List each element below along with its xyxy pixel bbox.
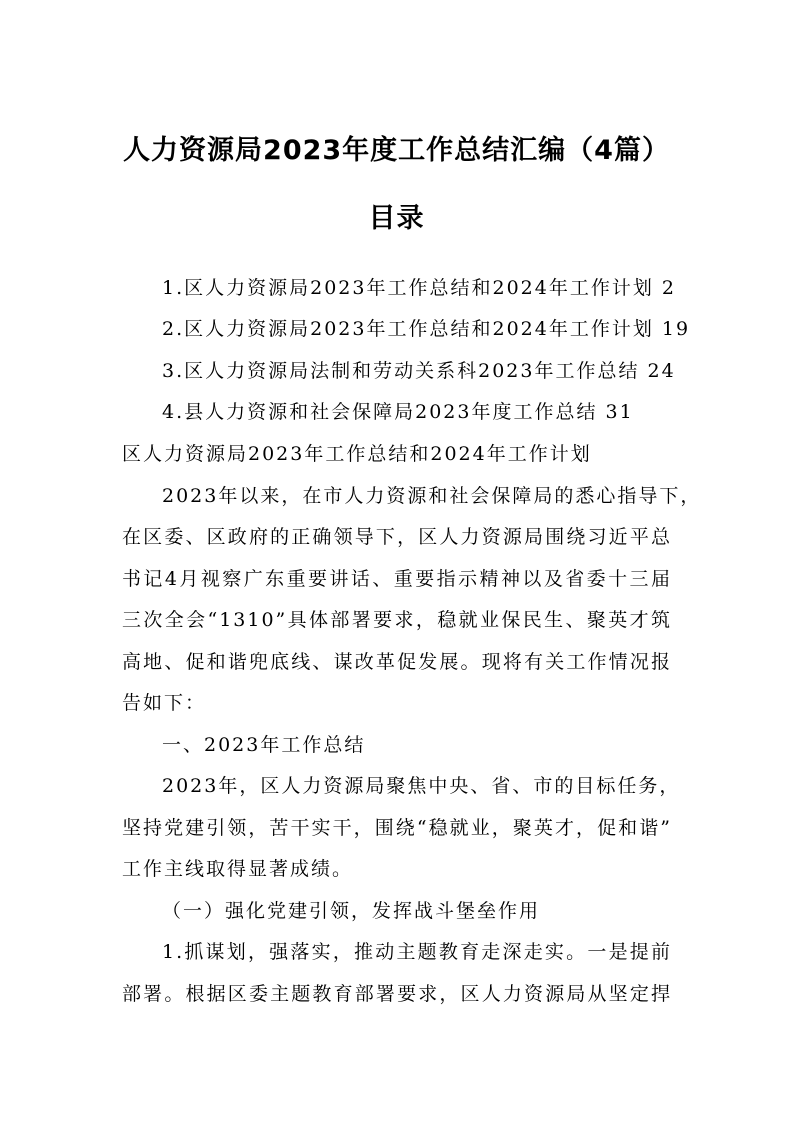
paragraph-line: 坚持党建引领，苦干实干，围绕“稳就业，聚英才，促和谐” xyxy=(122,817,672,839)
paragraph-line: 在区委、区政府的正确领导下，区人力资源局围绕习近平总 xyxy=(122,526,672,548)
section-heading: 一、2023年工作总结 xyxy=(162,734,366,756)
paragraph-line: 部署。根据区委主题教育部署要求，区人力资源局从坚定捍 xyxy=(122,983,672,1005)
toc-item-2[interactable]: 2.区人力资源局2023年工作总结和2024年工作计划 19 xyxy=(162,318,691,340)
document-title: 人力资源局2023年度工作总结汇编（4篇） xyxy=(123,135,670,166)
article-title: 区人力资源局2023年工作总结和2024年工作计划 xyxy=(122,443,592,465)
toc-item-1[interactable]: 1.区人力资源局2023年工作总结和2024年工作计划 2 xyxy=(162,277,676,299)
toc-item-4[interactable]: 4.县人力资源和社会保障局2023年度工作总结 31 xyxy=(162,401,634,423)
paragraph-line: 三次全会“1310”具体部署要求，稳就业保民生、聚英才筑 xyxy=(122,609,672,631)
paragraph-line: 2023年，区人力资源局聚焦中央、省、市的目标任务， xyxy=(162,775,681,797)
paragraph-line: 2023年以来，在市人力资源和社会保障局的悉心指导下， xyxy=(162,485,702,507)
subsection-heading: （一）强化党建引领，发挥战斗堡垒作用 xyxy=(162,900,541,922)
paragraph-line: 工作主线取得显著成绩。 xyxy=(122,858,354,880)
toc-item-3[interactable]: 3.区人力资源局法制和劳动关系科2023年工作总结 24 xyxy=(162,360,676,382)
toc-heading: 目录 xyxy=(368,203,425,234)
paragraph-line: 高地、促和谐兜底线、谋改革促发展。现将有关工作情况报 xyxy=(122,651,672,673)
paragraph-line: 书记4月视察广东重要讲话、重要指示精神以及省委十三届 xyxy=(122,568,672,590)
paragraph-line: 1.抓谋划，强落实，推动主题教育走深走实。一是提前 xyxy=(162,941,672,963)
paragraph-line: 告如下： xyxy=(122,692,207,714)
